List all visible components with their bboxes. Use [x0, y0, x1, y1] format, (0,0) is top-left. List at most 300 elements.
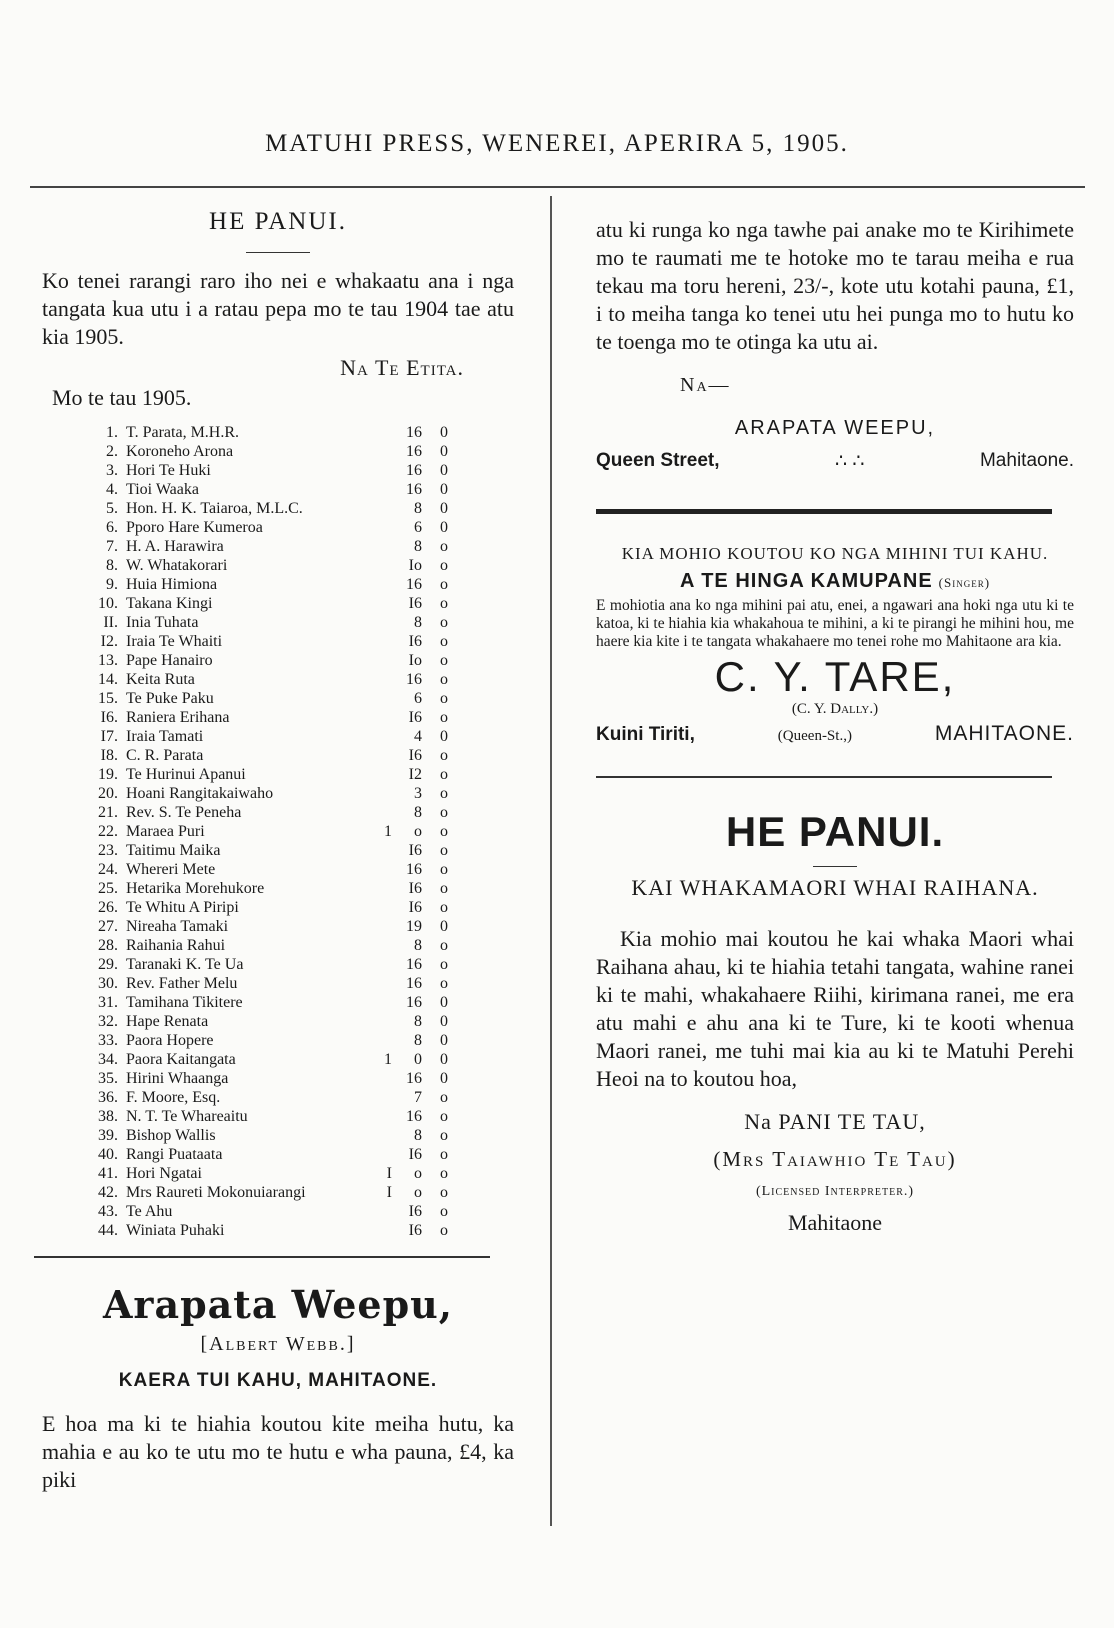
subscriber-row	[88, 898, 448, 917]
subscriber-name: Tioi Waaka	[126, 481, 199, 498]
subscriber-row	[88, 1031, 448, 1050]
amount-pounds	[366, 575, 392, 594]
subscriber-name: Huia Himiona	[126, 576, 218, 593]
amount-pence: o	[440, 1089, 448, 1106]
dots: ∴ ∴	[835, 451, 865, 472]
amount-pence: o	[440, 671, 448, 688]
amount-shillings: I6	[408, 899, 422, 916]
amount-pence: o	[440, 595, 448, 612]
amount-pence: 0	[440, 481, 448, 498]
amount-pounds	[366, 1069, 392, 1088]
subscriber-row	[88, 613, 448, 632]
year-line: Mo te tau 1905.	[52, 385, 192, 410]
dally-name: (C. Y. Dally.)	[791, 701, 879, 717]
amount-pounds	[366, 879, 392, 898]
subscriber-row	[88, 822, 448, 841]
amount-shillings: o	[414, 823, 422, 840]
amount-shillings: 8	[414, 937, 422, 954]
subscriber-name: Nireaha Tamaki	[126, 918, 229, 935]
left-column	[42, 200, 514, 1494]
subscriber-name: Taranaki K. Te Ua	[126, 956, 244, 973]
amount-pounds	[366, 1088, 392, 1107]
subscriber-row	[88, 670, 448, 689]
subscriber-row	[88, 594, 448, 613]
subscriber-number: 15.	[98, 690, 118, 707]
subscriber-number: I8.	[100, 747, 118, 764]
singer-note: (Singer)	[938, 575, 991, 590]
subscriber-row	[88, 784, 448, 803]
amount-shillings: 6	[414, 519, 422, 536]
subscriber-name: Bishop Wallis	[126, 1127, 216, 1144]
mihini-body: E mohiotia ana ko nga mihini pai atu, enei, a ngawari ana hoki nga utu ki te katoa, ki te hiahia kia whakahoua te mihini, a ki te pirangi he mihini hou, me haere kia kite i te tangata whakahaere mo tenei rohe mo Mahitaone ara kia.	[596, 597, 1074, 650]
amount-shillings: 16	[406, 481, 422, 498]
amount-pence: 0	[440, 1032, 448, 1049]
subscriber-name: Hetarika Morehukore	[126, 880, 265, 897]
amount-pence: o	[440, 633, 448, 650]
subscriber-row	[88, 1221, 448, 1240]
subscriber-row	[88, 1126, 448, 1145]
amount-pounds	[366, 651, 392, 670]
notice-signature: Na Te Etita.	[340, 355, 464, 380]
amount-pence: o	[440, 880, 448, 897]
subscriber-row	[88, 1202, 448, 1221]
amount-shillings: 7	[414, 1089, 422, 1106]
subscriber-row	[88, 480, 448, 499]
amount-shillings: I6	[408, 595, 422, 612]
amount-shillings: 4	[414, 728, 422, 745]
subscriber-name: Taitimu Maika	[126, 842, 221, 859]
amount-pounds	[366, 917, 392, 936]
notice-body: Ko tenei rarangi raro iho nei e whakaatu ana i nga tangata kua utu i a ratau pepa mo te tau 1904 tae atu kia 1905.	[42, 268, 514, 349]
amount-pounds	[366, 1145, 392, 1164]
subscriber-row	[88, 1107, 448, 1126]
ad-name: Arapata Weepu,	[102, 1282, 454, 1327]
right-column	[596, 216, 1074, 1236]
amount-pence: o	[440, 652, 448, 669]
subscriber-number: 36.	[98, 1089, 118, 1106]
subscriber-row	[88, 1050, 448, 1069]
subscriber-number: 42.	[98, 1184, 118, 1201]
amount-pence: 0	[440, 918, 448, 935]
amount-shillings: I6	[408, 747, 422, 764]
amount-pence: o	[440, 1146, 448, 1163]
subscriber-name: Pporo Hare Kumeroa	[126, 519, 263, 536]
subscriber-number: 32.	[98, 1013, 118, 1030]
amount-pounds	[366, 594, 392, 613]
subscriber-name: Winiata Puhaki	[126, 1222, 225, 1239]
amount-pence: o	[440, 1184, 448, 1201]
subscriber-row	[88, 993, 448, 1012]
amount-shillings: 8	[414, 804, 422, 821]
subscriber-name: T. Parata, M.H.R.	[126, 424, 240, 441]
street: Queen Street,	[596, 450, 720, 471]
amount-pence: 0	[440, 519, 448, 536]
amount-shillings: 16	[406, 994, 422, 1011]
amount-pence: o	[440, 785, 448, 802]
amount-shillings: I6	[408, 842, 422, 859]
amount-pounds	[366, 841, 392, 860]
amount-pounds	[366, 1031, 392, 1050]
amount-pence: 0	[440, 500, 448, 517]
notice-title: HE PANUI.	[209, 208, 347, 235]
panui-body: Kia mohio mai koutou he kai whaka Maori whai Raihana ahau, ki te hiahia tetahi tangata, wahine ranei ki te mahi, whakahaere Riihi, kirimana ranei, me era atu mahi e ahu ana ki te Ture, ki te kooti whenua Maori ranei, me tuhi mai kia au ki te Matuhi Perehi Heoi na to koutou hoa,	[596, 926, 1074, 1091]
amount-pence: o	[440, 937, 448, 954]
section-rule	[34, 1256, 490, 1258]
subscriber-number: 19.	[98, 766, 118, 783]
subscriber-number: 38.	[98, 1108, 118, 1125]
queen-st: (Queen-St.,)	[777, 728, 852, 744]
subscriber-row	[88, 461, 448, 480]
subscriber-name: Raihania Rahui	[126, 937, 226, 954]
amount-pence: 0	[440, 1013, 448, 1030]
amount-shillings: 3	[414, 785, 422, 802]
subscriber-row	[88, 1164, 448, 1183]
panui-title: HE PANUI.	[725, 808, 945, 855]
na-line: Na—	[680, 374, 731, 396]
amount-pence: o	[440, 709, 448, 726]
amount-pence: o	[440, 766, 448, 783]
subscriber-number: 1.	[106, 424, 118, 441]
kuini-tiriti: Kuini Tiriti,	[596, 724, 695, 745]
subscriber-name: Paora Hopere	[126, 1032, 214, 1049]
subscriber-number: I7.	[100, 728, 118, 745]
amount-pounds: 1	[384, 823, 392, 840]
sig-mrs: (Mrs Taiawhio Te Tau)	[713, 1147, 957, 1171]
amount-pounds	[366, 727, 392, 746]
amount-shillings: o	[414, 1165, 422, 1182]
amount-shillings: I6	[408, 880, 422, 897]
amount-pence: 0	[440, 424, 448, 441]
subscriber-name: Pape Hanairo	[126, 652, 213, 669]
amount-pounds	[366, 613, 392, 632]
amount-shillings: 16	[406, 861, 422, 878]
subscriber-number: 14.	[98, 671, 118, 688]
subscriber-name: Te Puke Paku	[126, 690, 214, 707]
amount-shillings: I6	[408, 633, 422, 650]
amount-pence: o	[440, 842, 448, 859]
subscriber-number: 8.	[106, 557, 118, 574]
subscriber-name: C. R. Parata	[126, 747, 204, 764]
amount-pounds	[366, 784, 392, 803]
subscriber-row	[88, 841, 448, 860]
amount-pence: 0	[440, 728, 448, 745]
subscriber-row	[88, 442, 448, 461]
subscriber-number: 22.	[98, 823, 118, 840]
subscriber-number: 29.	[98, 956, 118, 973]
subscriber-number: 23.	[98, 842, 118, 859]
amount-shillings: 16	[406, 956, 422, 973]
subscriber-name: Keita Ruta	[126, 671, 195, 688]
amount-pence: o	[440, 975, 448, 992]
subscriber-number: 44.	[98, 1222, 118, 1239]
amount-pounds	[366, 955, 392, 974]
subscriber-row	[88, 708, 448, 727]
subscriber-name: Rev. S. Te Peneha	[126, 804, 242, 821]
subscriber-row	[88, 727, 448, 746]
advertiser-address	[596, 450, 1074, 473]
subscriber-row	[88, 746, 448, 765]
amount-shillings: 8	[414, 1127, 422, 1144]
subscriber-row	[88, 632, 448, 651]
amount-pounds	[366, 689, 392, 708]
advertiser-name: ARAPATA WEEPU,	[734, 417, 936, 439]
ad-alias: [Albert Webb.]	[200, 1333, 356, 1355]
subscriber-number: 43.	[98, 1203, 118, 1220]
subscriber-number: 34.	[98, 1051, 118, 1068]
amount-shillings: o	[414, 1184, 422, 1201]
subscriber-number: 24.	[98, 861, 118, 878]
amount-pounds: 1	[384, 1051, 392, 1068]
subscriber-number: 20.	[98, 785, 118, 802]
amount-shillings: I6	[408, 1203, 422, 1220]
amount-pence: o	[440, 576, 448, 593]
ad-trade: KAERA TUI KAHU, MAHITAONE.	[118, 1370, 438, 1391]
amount-shillings: 8	[414, 1013, 422, 1030]
subscriber-row	[88, 1183, 448, 1202]
sig-licensed: (Licensed Interpreter.)	[755, 1184, 915, 1199]
town: Mahitaone.	[979, 450, 1074, 471]
subscriber-number: 27.	[98, 918, 118, 935]
subscriber-name: Hirini Whaanga	[126, 1070, 229, 1087]
subscriber-row	[88, 1088, 448, 1107]
hinga-line	[596, 570, 1074, 593]
subscriber-number: 21.	[98, 804, 118, 821]
subscriber-number: 39.	[98, 1127, 118, 1144]
subscriber-number: I6.	[100, 709, 118, 726]
amount-shillings: 16	[406, 424, 422, 441]
subscriber-row	[88, 537, 448, 556]
subscriber-number: 13.	[98, 652, 118, 669]
amount-pence: o	[440, 861, 448, 878]
amount-shillings: 16	[406, 1070, 422, 1087]
amount-pence: o	[440, 899, 448, 916]
subscriber-number: 3.	[106, 462, 118, 479]
kai-heading: KAI WHAKAMAORI WHAI RAIHANA.	[631, 875, 1039, 900]
amount-pounds	[366, 1126, 392, 1145]
subscriber-number: 25.	[98, 880, 118, 897]
amount-pence: o	[440, 1165, 448, 1182]
subscriber-row	[88, 765, 448, 784]
amount-pence: o	[440, 614, 448, 631]
amount-pounds	[366, 993, 392, 1012]
title-rule	[246, 252, 310, 253]
subscriber-list	[88, 423, 448, 1240]
amount-pounds	[366, 1221, 392, 1240]
subscriber-name: Paora Kaitangata	[126, 1051, 236, 1068]
subscriber-number: 40.	[98, 1146, 118, 1163]
header-rule	[30, 186, 1085, 188]
amount-shillings: 8	[414, 1032, 422, 1049]
subscriber-name: Mrs Raureti Mokonuiarangi	[126, 1184, 306, 1201]
amount-shillings: 0	[414, 1051, 422, 1068]
subscriber-number: 4.	[106, 481, 118, 498]
subscriber-row	[88, 1069, 448, 1088]
amount-pence: 0	[440, 462, 448, 479]
subscriber-number: 33.	[98, 1032, 118, 1049]
subscriber-name: Takana Kingi	[126, 595, 213, 612]
subscriber-row	[88, 423, 448, 442]
amount-shillings: 16	[406, 671, 422, 688]
subscriber-name: Te Hurinui Apanui	[126, 766, 246, 783]
subscriber-name: F. Moore, Esq.	[126, 1089, 221, 1106]
subscriber-name: Raniera Erihana	[126, 709, 230, 726]
amount-pounds	[366, 423, 392, 442]
amount-shillings: 16	[406, 462, 422, 479]
amount-pence: o	[440, 1108, 448, 1125]
subscriber-number: 28.	[98, 937, 118, 954]
subscriber-row	[88, 936, 448, 955]
subscriber-row	[88, 651, 448, 670]
amount-pounds	[366, 670, 392, 689]
subscriber-number: 26.	[98, 899, 118, 916]
amount-shillings: 19	[406, 918, 422, 935]
column-divider	[550, 196, 552, 1526]
amount-pounds	[366, 556, 392, 575]
subscriber-number: 2.	[106, 443, 118, 460]
subscriber-name: H. A. Harawira	[126, 538, 224, 555]
subscriber-row	[88, 1145, 448, 1164]
subscriber-row	[88, 803, 448, 822]
subscriber-number: 10.	[98, 595, 118, 612]
subscriber-number: 31.	[98, 994, 118, 1011]
amount-pounds	[366, 518, 392, 537]
amount-pence: 0	[440, 443, 448, 460]
amount-pounds	[366, 480, 392, 499]
amount-pounds	[366, 537, 392, 556]
amount-pounds	[366, 803, 392, 822]
amount-pounds	[366, 860, 392, 879]
subscriber-name: Rangi Puataata	[126, 1146, 223, 1163]
subscriber-row	[88, 879, 448, 898]
subscriber-row	[88, 499, 448, 518]
amount-pounds	[366, 499, 392, 518]
subscriber-number: 35.	[98, 1070, 118, 1087]
ad-body: E hoa ma ki te hiahia koutou kite meiha hutu, ka mahia e au ko te utu mo te hutu e wha pauna, £4, ka piki	[42, 1411, 514, 1492]
amount-pence: o	[440, 747, 448, 764]
subscriber-name: N. T. Te Whareaitu	[126, 1108, 248, 1125]
amount-pence: o	[440, 557, 448, 574]
amount-pence: 0	[440, 1051, 448, 1068]
amount-pounds	[366, 746, 392, 765]
subscriber-name: Whereri Mete	[126, 861, 216, 878]
subscriber-name: Hori Ngatai	[126, 1165, 202, 1182]
subscriber-row	[88, 955, 448, 974]
subscriber-name: Tamihana Tikitere	[126, 994, 243, 1011]
amount-pounds	[366, 974, 392, 993]
subscriber-name: Te Whitu A Piripi	[126, 899, 239, 916]
amount-shillings: 16	[406, 443, 422, 460]
subscriber-row	[88, 860, 448, 879]
amount-pence: o	[440, 538, 448, 555]
subscriber-name: Te Ahu	[126, 1203, 173, 1220]
amount-pounds	[366, 936, 392, 955]
subscriber-number: 9.	[106, 576, 118, 593]
subscriber-number: 41.	[98, 1165, 118, 1182]
amount-shillings: 8	[414, 614, 422, 631]
subscriber-number: 5.	[106, 500, 118, 517]
subscriber-row	[88, 556, 448, 575]
mahitaone-caps: MAHITAONE.	[934, 722, 1074, 745]
subscriber-name: Hori Te Huki	[126, 462, 211, 479]
amount-pence: o	[440, 956, 448, 973]
amount-pounds	[366, 442, 392, 461]
tare-name: C. Y. TARE,	[714, 653, 956, 700]
page-header: MATUHI PRESS, WENEREI, APERIRA 5, 1905.	[265, 130, 849, 157]
amount-pence: o	[440, 1127, 448, 1144]
amount-shillings: 16	[406, 576, 422, 593]
kia-mohio: KIA MOHIO KOUTOU KO NGA MIHINI TUI KAHU.	[621, 544, 1049, 563]
amount-shillings: I6	[408, 1146, 422, 1163]
amount-pence: o	[440, 804, 448, 821]
amount-pounds	[366, 1012, 392, 1031]
amount-pounds	[366, 1107, 392, 1126]
subscriber-name: Iraia Tamati	[126, 728, 204, 745]
amount-shillings: 6	[414, 690, 422, 707]
amount-pounds: I	[386, 1184, 392, 1201]
subscriber-number: 7.	[106, 538, 118, 555]
subscriber-name: Koroneho Arona	[126, 443, 234, 460]
subscriber-name: Hape Renata	[126, 1013, 209, 1030]
amount-pounds	[366, 765, 392, 784]
subscriber-name: Inia Tuhata	[126, 614, 199, 631]
subscriber-row	[88, 575, 448, 594]
amount-shillings: 16	[406, 975, 422, 992]
amount-shillings: I2	[408, 766, 422, 783]
amount-pounds	[366, 1202, 392, 1221]
kuini-line	[596, 722, 1074, 746]
amount-shillings: I6	[408, 1222, 422, 1239]
subscriber-number: I2.	[100, 633, 118, 650]
subscriber-number: II.	[103, 614, 118, 631]
amount-pence: o	[440, 1203, 448, 1220]
amount-pounds	[366, 632, 392, 651]
subscriber-row	[88, 689, 448, 708]
subscriber-name: W. Whatakorari	[126, 557, 228, 574]
amount-shillings: 16	[406, 1108, 422, 1125]
subscriber-row	[88, 1012, 448, 1031]
panui-rule	[813, 866, 857, 867]
subscriber-name: Iraia Te Whaiti	[126, 633, 223, 650]
amount-pounds: I	[386, 1165, 392, 1182]
subscriber-name: Maraea Puri	[126, 823, 205, 840]
amount-shillings: 8	[414, 538, 422, 555]
continued-body: atu ki runga ko nga tawhe pai anake mo te Kirihimete mo te raumati me te hotoke mo te tarau meiha e rua tekau ma toru hereni, 23/-, kote utu kotahi pauna, £1, i to meiha tanga ko tenei utu hei punga mo to hutu ko te toenga mo te otinga ka utu ai.	[596, 217, 1074, 354]
amount-pence: o	[440, 823, 448, 840]
subscriber-name: Hoani Rangitakaiwaho	[126, 785, 274, 802]
amount-shillings: Io	[408, 652, 422, 669]
hinga-name: A TE HINGA KAMUPANE	[679, 570, 933, 592]
subscriber-row	[88, 974, 448, 993]
sig-town: Mahitaone	[787, 1210, 883, 1235]
amount-shillings: Io	[408, 557, 422, 574]
amount-pounds	[366, 708, 392, 727]
amount-shillings: 8	[414, 500, 422, 517]
amount-pounds	[366, 898, 392, 917]
subscriber-row	[88, 917, 448, 936]
amount-shillings: I6	[408, 709, 422, 726]
subscriber-number: 6.	[106, 519, 118, 536]
thin-rule	[596, 776, 1052, 778]
subscriber-row	[88, 518, 448, 537]
heavy-rule	[596, 509, 1052, 514]
amount-pence: 0	[440, 994, 448, 1011]
subscriber-name: Rev. Father Melu	[126, 975, 238, 992]
amount-pence: o	[440, 690, 448, 707]
amount-pounds	[366, 461, 392, 480]
sig-name: Na PANI TE TAU,	[744, 1109, 926, 1134]
amount-pence: 0	[440, 1070, 448, 1087]
subscriber-name: Hon. H. K. Taiaroa, M.L.C.	[126, 500, 303, 517]
